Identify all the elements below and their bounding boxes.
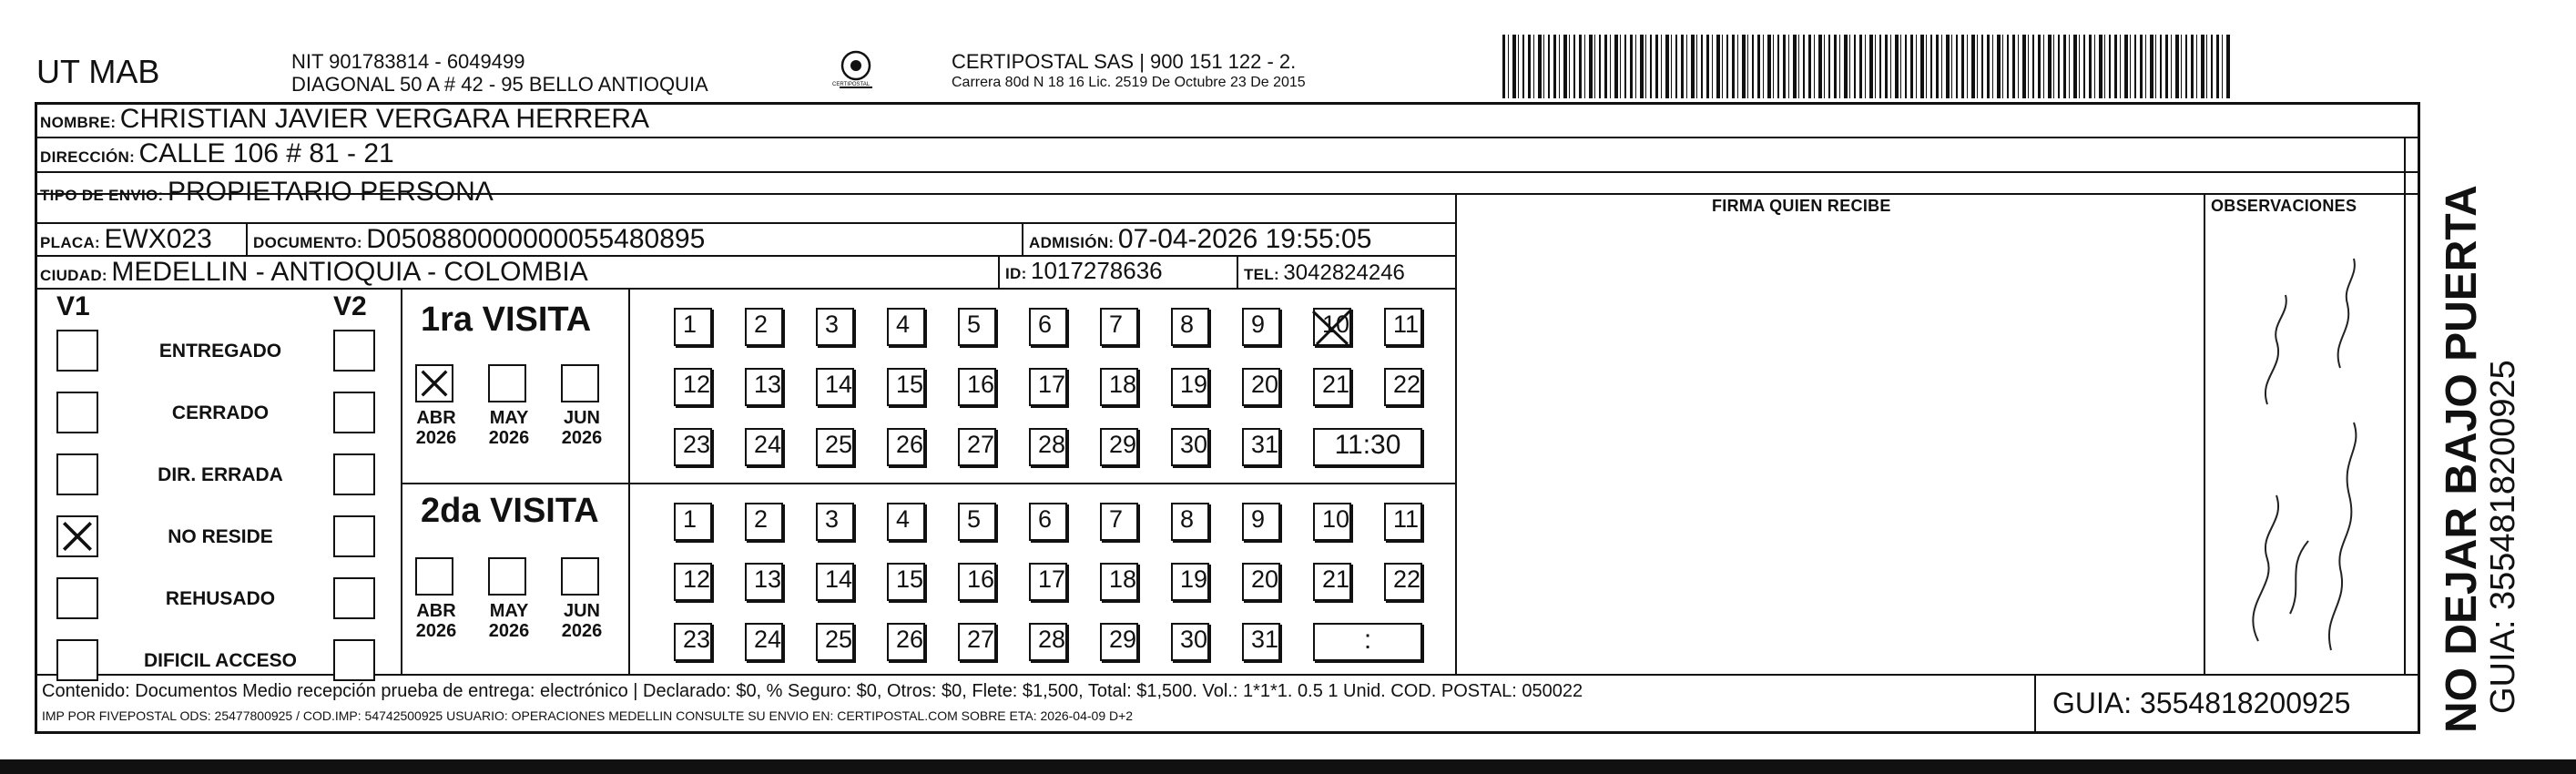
visit2-day-box[interactable]: 17 bbox=[1029, 563, 1067, 601]
status-label: DIFICIL ACCESO bbox=[143, 650, 297, 671]
visit2-day-box[interactable]: 10 bbox=[1313, 503, 1351, 541]
status-v1-checkbox[interactable] bbox=[56, 639, 98, 681]
visit1-day-box[interactable]: 12 bbox=[674, 368, 712, 406]
handwritten-observation bbox=[2204, 222, 2404, 674]
visit1-month-checkbox[interactable] bbox=[561, 364, 599, 402]
status-v2-checkbox[interactable] bbox=[333, 453, 375, 495]
visit1-day-box[interactable]: 8 bbox=[1171, 308, 1209, 346]
visit2-day-box[interactable]: 28 bbox=[1029, 623, 1067, 661]
carrier-name: CERTIPOSTAL SAS | 900 151 122 - 2. bbox=[952, 50, 1297, 73]
visit2-day-box[interactable]: 20 bbox=[1242, 563, 1280, 601]
visit2-day-box[interactable]: 21 bbox=[1313, 563, 1351, 601]
month-year: 2026 bbox=[415, 621, 457, 641]
visit2-day-box[interactable]: 31 bbox=[1242, 623, 1280, 661]
visit1-day-box[interactable]: 2 bbox=[745, 308, 783, 346]
month-year: 2026 bbox=[488, 621, 530, 641]
visit2-day-box[interactable]: 13 bbox=[745, 563, 783, 601]
visit2-day-box[interactable]: 7 bbox=[1100, 503, 1138, 541]
plate-cell bbox=[40, 224, 212, 255]
side-guia: GUIA: 3554818200925 bbox=[2484, 360, 2522, 714]
month-name: MAY bbox=[489, 408, 529, 428]
scan-edge bbox=[0, 759, 2576, 774]
visit1-day-box[interactable]: 27 bbox=[958, 428, 996, 466]
month-name: ABR bbox=[416, 601, 456, 621]
address-label: DIRECCIÓN: bbox=[40, 148, 136, 166]
visit2-month-label bbox=[408, 601, 464, 641]
visit1-day-box[interactable]: 25 bbox=[816, 428, 854, 466]
recipient-address: CALLE 106 # 81 - 21 bbox=[138, 138, 394, 168]
tel-cell bbox=[1244, 260, 1405, 286]
visit2-day-box[interactable]: 27 bbox=[958, 623, 996, 661]
tel-value: 3042824246 bbox=[1283, 260, 1405, 285]
visit1-day-box[interactable]: 29 bbox=[1100, 428, 1138, 466]
sign-header: FIRMA QUIEN RECIBE bbox=[1712, 197, 1891, 215]
visit2-day-box[interactable]: 3 bbox=[816, 503, 854, 541]
city-label: CIUDAD: bbox=[40, 267, 107, 284]
visit1-day-box[interactable]: 24 bbox=[745, 428, 783, 466]
visit1-day-box[interactable]: 20 bbox=[1242, 368, 1280, 406]
footer-line1: Contenido: Documentos Medio recepción prueba de entrega: electrónico | Declarado: $0, % Seguro: $0, Otros: $0, Flete: $1,500, Total: $1,500. Vol.: 1*1*1. 0.5 1 Unid. COD. POSTAL: 050022 bbox=[42, 681, 1583, 701]
doc-label: DOCUMENTO: bbox=[253, 234, 362, 251]
visit2-day-box[interactable]: 6 bbox=[1029, 503, 1067, 541]
visit2-day-box[interactable]: 19 bbox=[1171, 563, 1209, 601]
visit1-day-box[interactable]: 28 bbox=[1029, 428, 1067, 466]
visit2-day-box[interactable]: 22 bbox=[1384, 563, 1422, 601]
visit1-month-label bbox=[554, 408, 610, 448]
visit1-day-box[interactable]: 13 bbox=[745, 368, 783, 406]
status-label: CERRADO bbox=[171, 402, 270, 423]
company-address: DIAGONAL 50 A # 42 - 95 BELLO ANTIOQUIA bbox=[291, 73, 708, 96]
visit2-day-box[interactable]: 30 bbox=[1171, 623, 1209, 661]
visit1-day-box[interactable]: 7 bbox=[1100, 308, 1138, 346]
visit1-month-checkbox[interactable] bbox=[415, 364, 453, 402]
visit1-day-box[interactable]: 22 bbox=[1384, 368, 1422, 406]
status-v2-checkbox[interactable] bbox=[333, 330, 375, 372]
status-v1-checkbox[interactable] bbox=[56, 330, 98, 372]
month-year: 2026 bbox=[488, 428, 530, 448]
visit2-day-box[interactable]: 18 bbox=[1100, 563, 1138, 601]
city-cell bbox=[40, 257, 588, 288]
doc-value: D050880000000055480895 bbox=[366, 224, 706, 254]
visit1-day-box[interactable]: 5 bbox=[958, 308, 996, 346]
visit1-month-checkbox[interactable] bbox=[488, 364, 526, 402]
month-year: 2026 bbox=[415, 428, 457, 448]
status-v2-checkbox[interactable] bbox=[333, 392, 375, 433]
type-row bbox=[40, 178, 494, 206]
status-v1-checkbox[interactable] bbox=[56, 577, 98, 619]
visit1-day-box[interactable]: 23 bbox=[674, 428, 712, 466]
warning-text: NO DEJAR BAJO PUERTA bbox=[2438, 185, 2486, 733]
visit1-day-box[interactable]: 9 bbox=[1242, 308, 1280, 346]
plate-label: PLACA: bbox=[40, 234, 101, 251]
visit2-title: 2da VISITA bbox=[421, 492, 599, 530]
footer-line2: IMP POR FIVEPOSTAL ODS: 25477800925 / COD.IMP: 54742500925 USUARIO: OPERACIONES MEDELLIN CONSULTE SU ENVIO EN: CERTIPOSTAL.COM SOBRE ETA: 2026-04-09 D+2 bbox=[42, 708, 1134, 723]
carrier-address: Carrera 80d N 18 16 Lic. 2519 De Octubre 23 De 2015 bbox=[952, 75, 1306, 90]
visit2-day-box[interactable]: 8 bbox=[1171, 503, 1209, 541]
visit2-day-box[interactable]: 29 bbox=[1100, 623, 1138, 661]
visit1-title: 1ra VISITA bbox=[421, 300, 592, 339]
barcode bbox=[1502, 35, 2231, 98]
tel-label: TEL: bbox=[1244, 266, 1279, 283]
status-v1-checkbox[interactable] bbox=[56, 515, 98, 557]
visit1-day-box[interactable]: 10 bbox=[1313, 308, 1351, 346]
visit1-month-label bbox=[408, 408, 464, 448]
name-row bbox=[40, 104, 649, 135]
footer-guia: GUIA: 3554818200925 bbox=[2052, 687, 2351, 719]
visit2-day-box[interactable]: 24 bbox=[745, 623, 783, 661]
visit2-day-box[interactable]: 16 bbox=[958, 563, 996, 601]
visit1-day-box[interactable]: 1 bbox=[674, 308, 712, 346]
status-label: NO RESIDE bbox=[168, 526, 273, 547]
visit2-day-box[interactable]: 15 bbox=[887, 563, 925, 601]
visit2-day-box[interactable]: 4 bbox=[887, 503, 925, 541]
visit1-day-box[interactable]: 3 bbox=[816, 308, 854, 346]
visit2-month-checkbox[interactable] bbox=[488, 557, 526, 596]
doc-cell bbox=[253, 224, 705, 255]
recipient-name: CHRISTIAN JAVIER VERGARA HERRERA bbox=[119, 104, 650, 134]
visit2-day-box[interactable]: 1 bbox=[674, 503, 712, 541]
status-v1-checkbox[interactable] bbox=[56, 453, 98, 495]
month-name: JUN bbox=[563, 408, 600, 428]
visit1-day-box[interactable]: 14 bbox=[816, 368, 854, 406]
visit1-day-box[interactable]: 31 bbox=[1242, 428, 1280, 466]
type-label: TIPO DE ENVIO: bbox=[40, 187, 164, 204]
month-name: MAY bbox=[489, 601, 529, 621]
company-name: UT MAB bbox=[36, 53, 160, 90]
visit1-day-box[interactable]: 17 bbox=[1029, 368, 1067, 406]
visit1-day-box[interactable]: 4 bbox=[887, 308, 925, 346]
visit2-day-box[interactable]: 12 bbox=[674, 563, 712, 601]
visit2-day-box[interactable]: 11 bbox=[1384, 503, 1422, 541]
visit1-day-box[interactable]: 6 bbox=[1029, 308, 1067, 346]
visit1-day-box[interactable]: 30 bbox=[1171, 428, 1209, 466]
status-label: REHUSADO bbox=[165, 588, 276, 609]
status-v2-checkbox[interactable] bbox=[333, 515, 375, 557]
v1-label: V1 bbox=[56, 291, 90, 321]
visit1-time-box[interactable]: 11:30 bbox=[1313, 428, 1422, 466]
logo-text: CERTIPOSTAL bbox=[832, 82, 871, 87]
logo-icon bbox=[829, 47, 883, 98]
visit1-day-box[interactable]: 21 bbox=[1313, 368, 1351, 406]
visit1-day-box[interactable]: 15 bbox=[887, 368, 925, 406]
v2-label: V2 bbox=[333, 291, 367, 321]
visit2-day-box[interactable]: 2 bbox=[745, 503, 783, 541]
month-year: 2026 bbox=[561, 621, 603, 641]
status-v2-checkbox[interactable] bbox=[333, 577, 375, 619]
certipostal-logo bbox=[829, 47, 883, 98]
visit2-day-box[interactable]: 25 bbox=[816, 623, 854, 661]
month-name: ABR bbox=[416, 408, 456, 428]
id-value: 1017278636 bbox=[1031, 257, 1163, 284]
day-cross-icon bbox=[1308, 304, 1362, 350]
status-v1-checkbox[interactable] bbox=[56, 392, 98, 433]
check-x-icon bbox=[58, 517, 97, 555]
id-cell bbox=[1005, 257, 1163, 285]
visit1-day-box[interactable]: 11 bbox=[1384, 308, 1422, 346]
visit2-month-checkbox[interactable] bbox=[415, 557, 453, 596]
observations-header: OBSERVACIONES bbox=[2211, 197, 2357, 215]
visit2-month-label bbox=[481, 601, 537, 641]
address-row bbox=[40, 138, 394, 169]
visit1-day-box[interactable]: 18 bbox=[1100, 368, 1138, 406]
visit2-month-checkbox[interactable] bbox=[561, 557, 599, 596]
visit2-day-box[interactable]: 23 bbox=[674, 623, 712, 661]
visit2-day-box[interactable]: 26 bbox=[887, 623, 925, 661]
month-name: JUN bbox=[563, 601, 600, 621]
admission-value: 07-04-2026 19:55:05 bbox=[1117, 224, 1372, 254]
shipment-type: PROPIETARIO PERSONA bbox=[167, 177, 494, 207]
status-label: ENTREGADO bbox=[158, 341, 282, 362]
status-label: DIR. ERRADA bbox=[158, 464, 283, 485]
admission-label: ADMISIÓN: bbox=[1029, 234, 1115, 251]
visit1-month-label bbox=[481, 408, 537, 448]
status-v2-checkbox[interactable] bbox=[333, 639, 375, 681]
visit1-day-box[interactable]: 19 bbox=[1171, 368, 1209, 406]
visit2-day-box[interactable]: 5 bbox=[958, 503, 996, 541]
city-value: MEDELLIN - ANTIOQUIA - COLOMBIA bbox=[111, 257, 588, 287]
visit1-day-box[interactable]: 16 bbox=[958, 368, 996, 406]
name-label: NOMBRE: bbox=[40, 114, 117, 131]
visit2-day-box[interactable]: 14 bbox=[816, 563, 854, 601]
id-label: ID: bbox=[1005, 265, 1027, 282]
visit2-time-box[interactable]: : bbox=[1313, 623, 1422, 661]
company-nit: NIT 901783814 - 6049499 bbox=[291, 50, 525, 73]
plate-value: EWX023 bbox=[104, 224, 212, 254]
visit2-day-box[interactable]: 9 bbox=[1242, 503, 1280, 541]
visit1-day-box[interactable]: 26 bbox=[887, 428, 925, 466]
admission-cell bbox=[1029, 224, 1371, 255]
month-year: 2026 bbox=[561, 428, 603, 448]
visit2-month-label bbox=[554, 601, 610, 641]
check-x-icon bbox=[417, 366, 452, 401]
